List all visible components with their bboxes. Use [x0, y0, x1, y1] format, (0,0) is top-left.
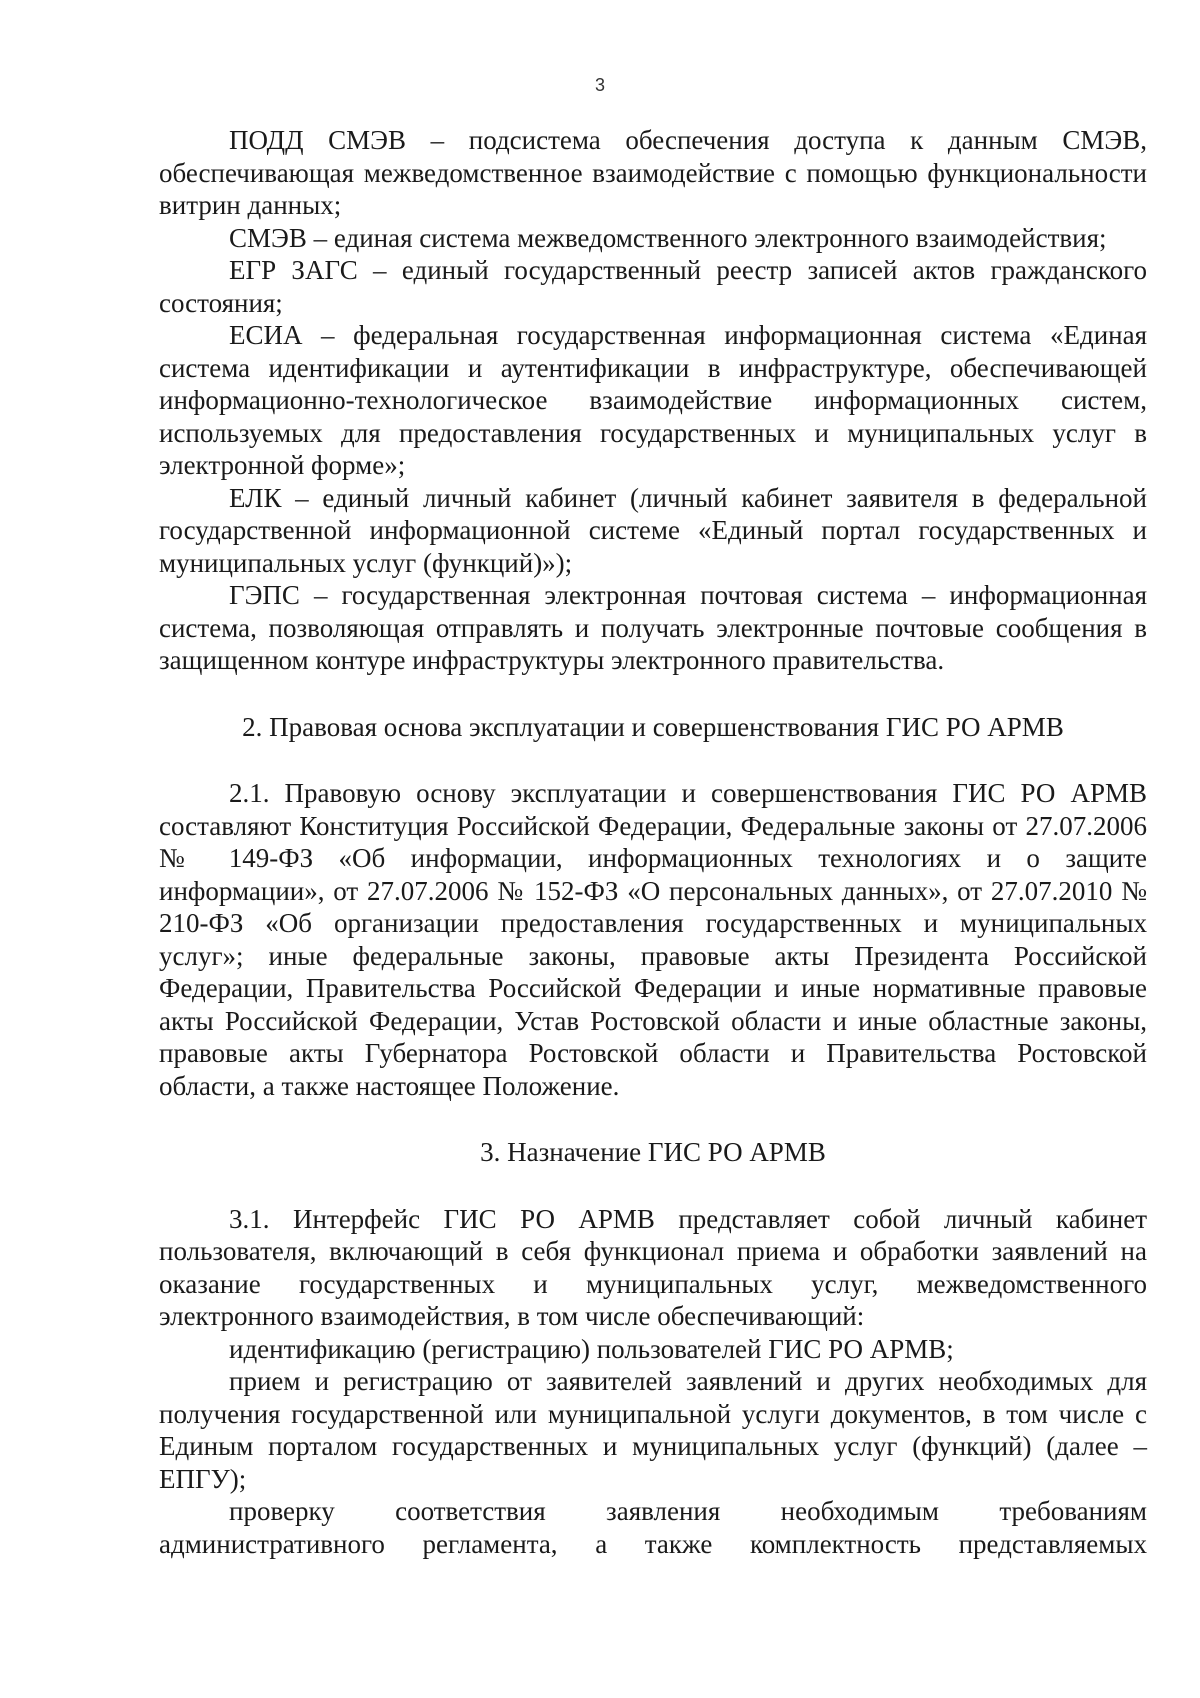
section-3-item-verification: проверку соответствия заявления необходимым требованиям административного регламента, а также комплектность представляемых [159, 1496, 1147, 1559]
section-2-heading: 2. Правовая основа эксплуатации и совершенствования ГИС РО АРМВ [242, 711, 1064, 742]
definition-esia: ЕСИА – федеральная государственная информационная система «Единая система идентификации и аутентификации в инфраструктуре, обеспечивающей информационно-технологическое взаимодействие информационных систем, используемых для предоставления государственных и муниципальных услуг в электронной форме»; [159, 320, 1147, 480]
section-3-heading: 3. Назначение ГИС РО АРМВ [480, 1137, 826, 1167]
section-2-paragraph-2-1: 2.1. Правовую основу эксплуатации и совершенствования ГИС РО АРМВ составляют Конституция Российской Федерации, Федеральные законы от 27.07.2006 № 149-ФЗ «Об информации, информационных технологиях и о защите информации», от 27.07.2006 № 152-ФЗ «О персональных данных», от 27.07.2010 № 210-ФЗ «Об организации предоставления государственных и муниципальных услуг»; иные федеральные законы, правовые акты Президента Российской Федерации, Правительства Российской Федерации и иные нормативные правовые акты Российской Федерации, Устав Ростовской области и иные областные законы, правовые акты Губернатора Ростовской области и Правительства Ростовской области, а также настоящее Положение. [159, 778, 1147, 1101]
definition-geps: ГЭПС – государственная электронная почтовая система – информационная система, позволяющая отправлять и получать электронные почтовые сообщения в защищенном контуре инфраструктуры электронного правительства. [159, 580, 1147, 675]
document-body [159, 124, 1147, 1560]
definition-elk: ЕЛК – единый личный кабинет (личный кабинет заявителя в федеральной государственной информационной системе «Единый портал государственных и муниципальных услуг (функций)»); [159, 482, 1147, 578]
section-3-item-identification: идентификацию (регистрацию) пользователей ГИС РО АРМВ; [229, 1333, 954, 1364]
definition-podd-smev: ПОДД СМЭВ – подсистема обеспечения доступа к данным СМЭВ, обеспечивающая межведомственное взаимодействие с помощью функциональности витрин данных; [159, 125, 1147, 220]
section-3-paragraph-3-1: 3.1. Интерфейс ГИС РО АРМВ представляет собой личный кабинет пользователя, включающий в себя функционал приема и обработки заявлений на оказание государственных и муниципальных услуг, межведомственного электронного взаимодействия, в том числе обеспечивающий: [159, 1203, 1147, 1331]
definition-smev: СМЭВ – единая система межведомственного электронного взаимодействия; [229, 222, 1107, 253]
definition-egr-zags: ЕГР ЗАГС – единый государственный реестр записей актов гражданского состояния; [159, 255, 1147, 318]
page-number: 3 [594, 75, 605, 95]
section-3-item-reception: прием и регистрацию от заявителей заявлений и других необходимых для получения государственной или муниципальной услуги документов, в том числе с Единым порталом государственных и муниципальных услуг (функций) (далее – ЕПГУ); [159, 1366, 1147, 1494]
